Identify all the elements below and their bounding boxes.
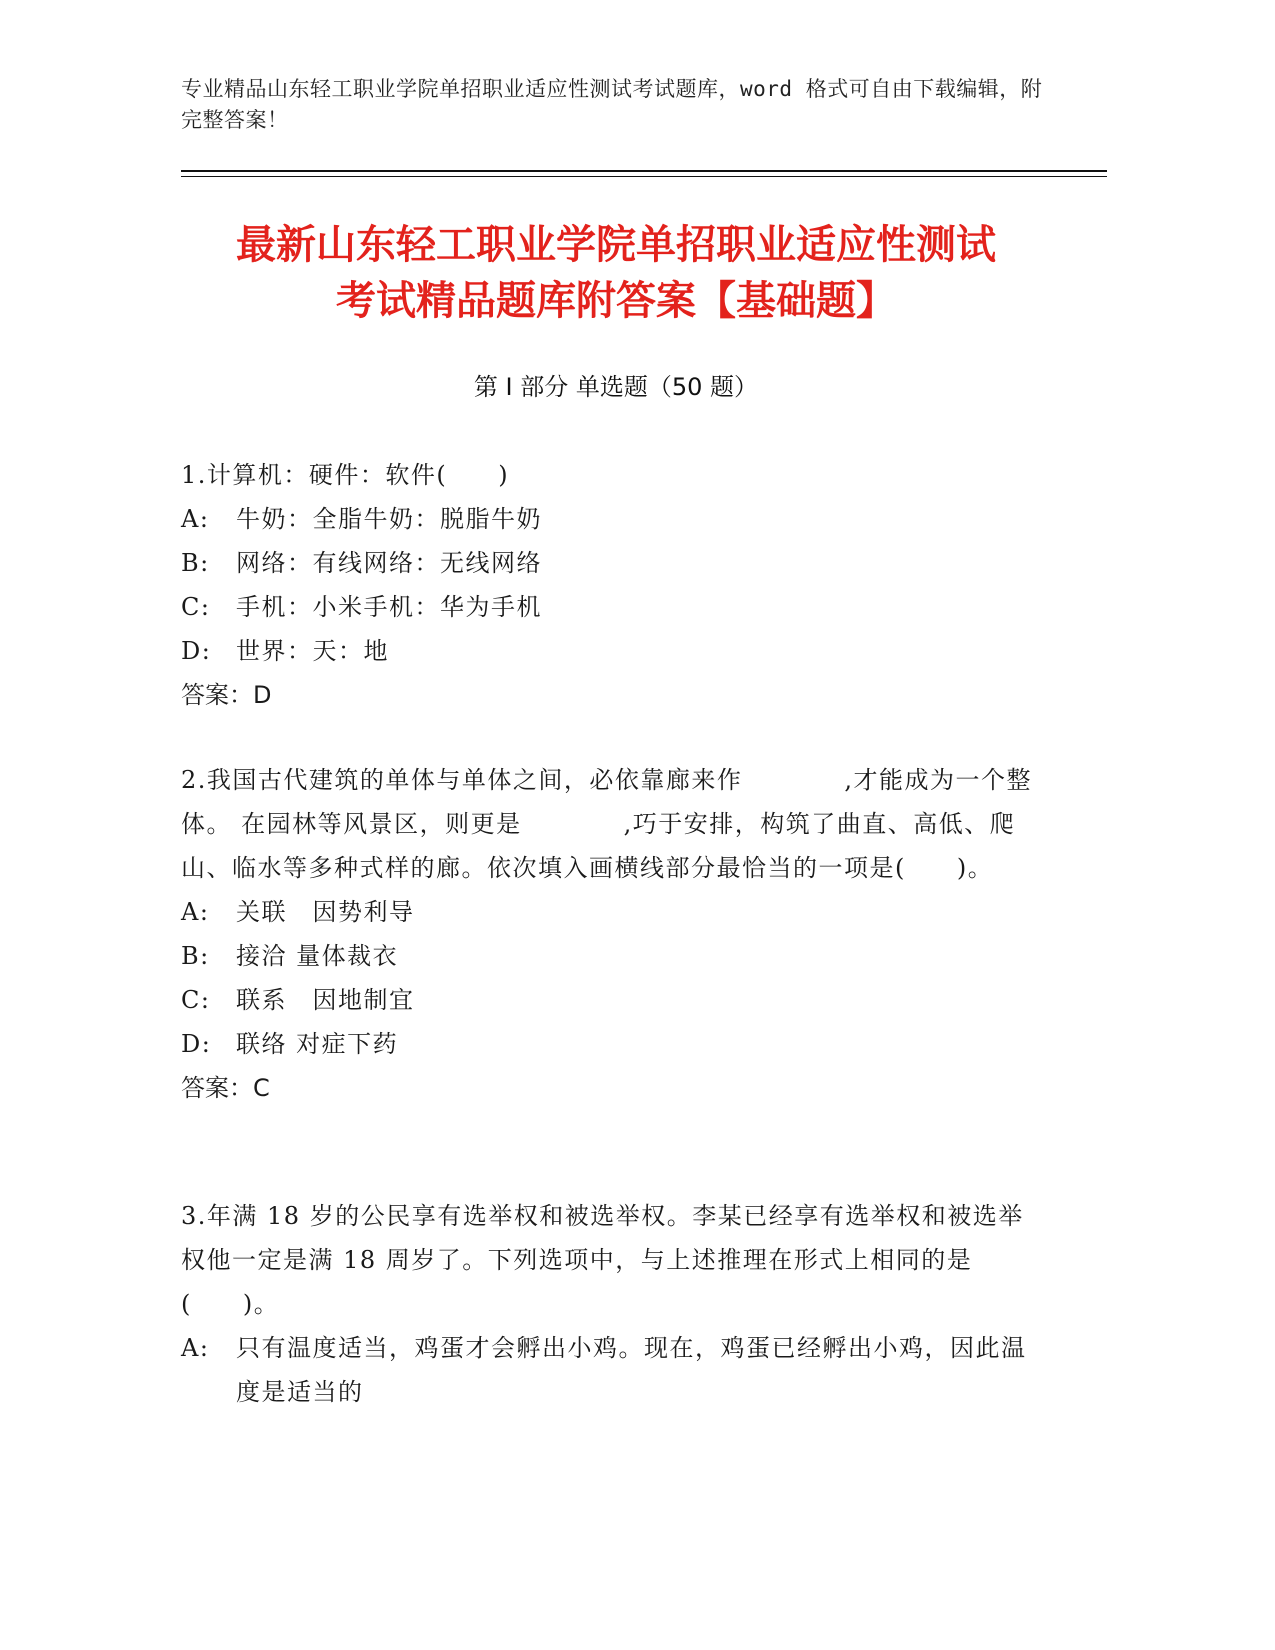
question-2	[181, 758, 1041, 1110]
option-letter: A:	[181, 505, 210, 533]
question-stem: 3.年满 18 岁的公民享有选举权和被选举权。李某已经享有选举权和被选举权他一定是满 18 周岁了。下列选项中，与上述推理在形式上相同的是( )。	[181, 1202, 1024, 1318]
option-letter: B:	[181, 549, 210, 577]
option-letter: C:	[181, 593, 211, 621]
document-title	[181, 217, 1051, 329]
question-1	[181, 453, 1041, 717]
header-divider-thin	[181, 176, 1107, 177]
option-text: 联系 因地制宜	[236, 986, 415, 1014]
option-text: 接洽 量体裁衣	[236, 942, 399, 970]
answer-line	[181, 673, 1041, 717]
option-letter: D:	[181, 637, 212, 665]
option-a	[181, 497, 1041, 541]
header-note: 专业精品山东轻工职业学院单招职业适应性测试考试题库，word 格式可自由下载编辑，附完整答案！	[181, 77, 1043, 132]
option-letter: A:	[181, 898, 210, 926]
question-stem: 1.计算机：硬件：软件( )	[181, 461, 510, 489]
option-d	[181, 1022, 1041, 1066]
option-a	[181, 1326, 1041, 1414]
option-c	[181, 585, 1041, 629]
option-letter: D:	[181, 1030, 212, 1058]
option-text: 关联 因势利导	[236, 898, 415, 926]
option-d	[181, 629, 1041, 673]
option-c	[181, 978, 1041, 1022]
section-title: 第 I 部分 单选题（50 题）	[473, 373, 759, 401]
option-text: 联络 对症下药	[236, 1030, 399, 1058]
document-title-line-1: 最新山东轻工职业学院单招职业适应性测试	[236, 222, 996, 268]
answer-label: 答案：	[181, 681, 253, 709]
answer-label: 答案：	[181, 1074, 253, 1102]
answer-value: D	[253, 681, 272, 709]
option-b	[181, 934, 1041, 978]
option-text: 手机：小米手机：华为手机	[236, 593, 542, 621]
option-text: 世界：天：地	[236, 637, 389, 665]
question-stem: 2.我国古代建筑的单体与单体之间，必依靠廊来作 ,才能成为一个整体。 在园林等风景区，则更是 ,巧于安排，构筑了曲直、高低、爬山、临水等多种式样的廊。依次填入画横线部分最恰当的一项是( )。	[181, 766, 1033, 882]
header-divider-thick	[181, 170, 1107, 172]
option-text: 网络：有线网络：无线网络	[236, 549, 542, 577]
document-title-line-2: 考试精品题库附答案【基础题】	[336, 278, 896, 324]
question-3	[181, 1194, 1041, 1414]
option-text: 牛奶：全脂牛奶：脱脂牛奶	[236, 505, 542, 533]
answer-value: C	[253, 1074, 270, 1102]
option-letter: A:	[181, 1334, 210, 1362]
option-a	[181, 890, 1041, 934]
option-letter: B:	[181, 942, 210, 970]
option-letter: C:	[181, 986, 211, 1014]
option-b	[181, 541, 1041, 585]
answer-line	[181, 1066, 1041, 1110]
option-text: 只有温度适当，鸡蛋才会孵出小鸡。现在，鸡蛋已经孵出小鸡，因此温度是适当的	[236, 1334, 1027, 1406]
